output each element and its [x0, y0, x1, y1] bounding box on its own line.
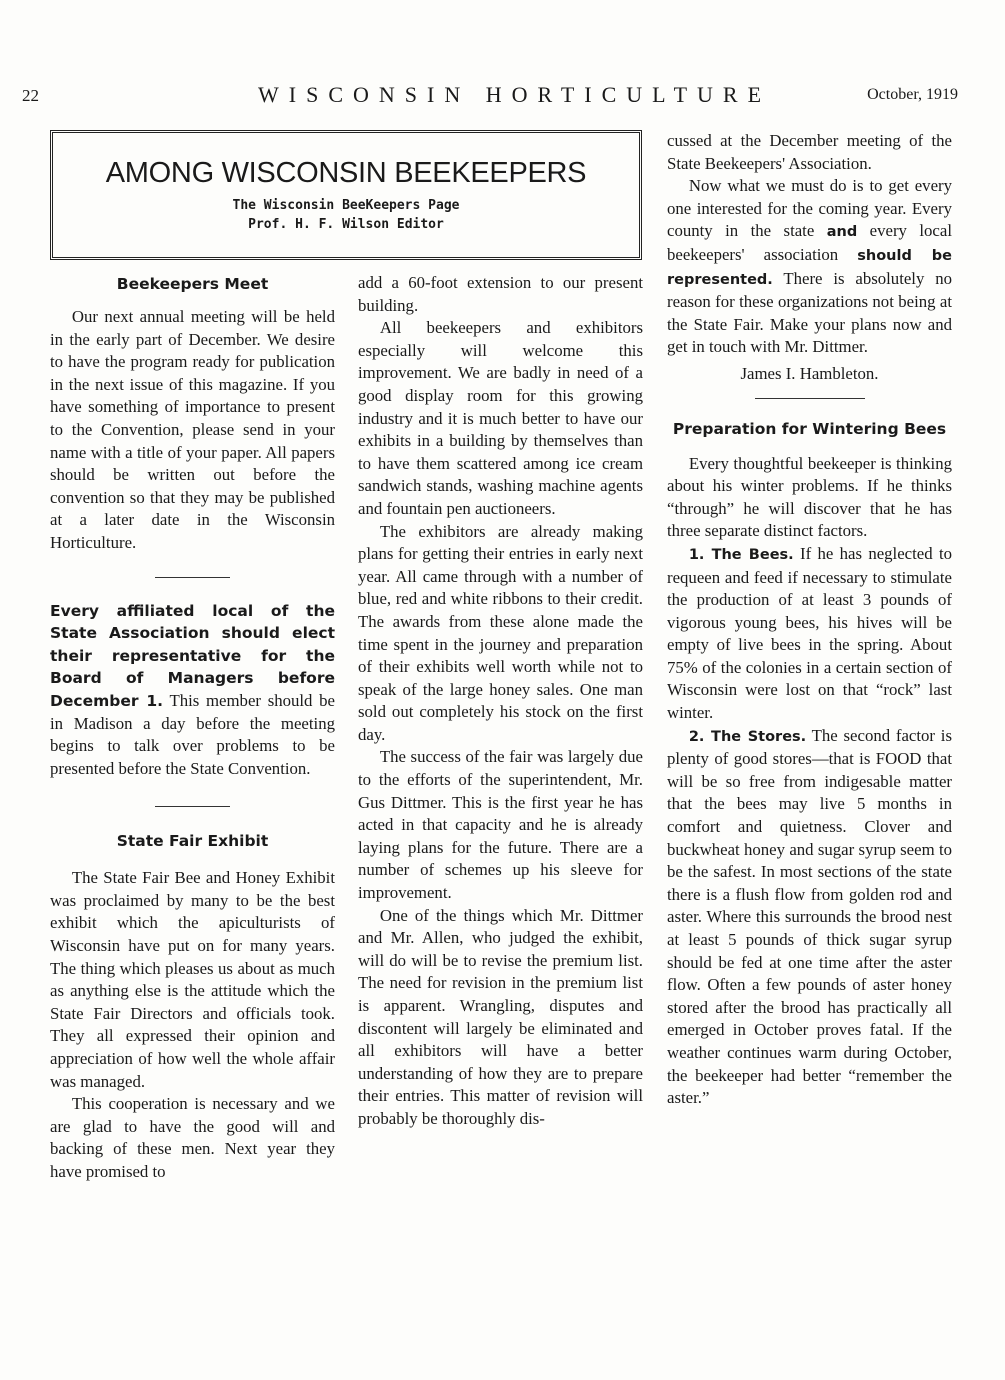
paragraph-part: Now what we must do is to get every one interested for the coming year. Every county in the state — [667, 176, 952, 241]
paragraph: The second factor is plenty of good stores—that is FOOD that will be so free from indigesable matter that the bees may live 5 months in comfort and quietness. Clover and buckwheat honey and sugar syrup seem to be the safest. In most sections of the state there is a flush flow from golden rod and aster. Where this surrounds the brood nest at least 5 pounds of thick sugar syrup should be fed at one time after the aster flow. Often a few pounds of aster honey stored after the brood has practically all emerged in October proves fatal. If the weather continues warm during October, the beekeeper had better “remember the aster.” — [667, 725, 952, 1108]
divider — [755, 398, 865, 399]
column-3 — [667, 130, 952, 1110]
paragraph: If he has neglected to requeen and feed if necessary to stimulate the production of at least 3 pounds of vigorous young bees, his hives will be empty of live bees in the spring. About 75% of the colonies in a certain section of Wisconsin were lost on that “rock” last winter. — [667, 543, 952, 723]
paragraph: Every thoughtful beekeeper is thinking about his winter problems. If he thinks “through” he will discover that he has three separate distinct factors. — [667, 453, 952, 541]
paragraph-part: every local beekeepers' association — [667, 221, 952, 264]
bold-notice: Every affiliated local of the State Association should elect their representative for the Board of Managers before December 1. — [50, 601, 335, 710]
heading-wintering-bees: Preparation for Wintering Bees — [672, 419, 947, 438]
paragraph: add a 60-foot extension to our present building. — [358, 273, 643, 315]
bold-and: and — [826, 224, 858, 241]
section-subtitle: The Wisconsin BeeKeepers Page — [232, 198, 460, 213]
heading-state-fair-exhibit: State Fair Exhibit — [116, 832, 269, 851]
paragraph: All beekeepers and exhibitors especially will welcome this improvement. We are badly in need of a good display room for this growing industry and it is much better to have our exhibits in a building by themselves than to have them scattered among ice cream sandwich stands, washing machine agents and fountain pen auctioneers. — [358, 318, 643, 518]
paragraph: The success of the fair was largely due to the efforts of the superintendent, Mr. Gus Dittmer. This is the first year he has acted in that capacity and he is already laying plans for the future. There are a number of schemes up his sleeve for improvement. — [358, 747, 643, 903]
divider — [155, 577, 230, 578]
column-1 — [50, 272, 335, 1184]
paragraph-part: There is absolutely no reason for these organizations not being at the State Fair. Make your plans now and get in touch with Mr. Dittmer. — [667, 268, 952, 357]
paragraph: Our next annual meeting will be held in the early part of December. We desire to have the program ready for publication in the next issue of this magazine. If you have something of importance to present to the Convention, please send in your name with a title of your paper. All papers should be written out before the convention so that they may be published at a later date in the Wisconsin Horticulture. — [50, 307, 335, 552]
section-editor: Prof. H. F. Wilson Editor — [248, 217, 444, 232]
paragraph: One of the things which Mr. Dittmer and Mr. Allen, who judged the exhibit, will do will be to revise the premium list. The need for revision in the premium list is apparent. Wrangling, disputes and discontent will largely be eliminated and all exhibitors will have a better understanding of how they are to prepare their entries. This matter of revision will probably be thoroughly dis- — [358, 905, 643, 1128]
issue-date: October, 1919 — [867, 86, 958, 103]
divider — [155, 806, 230, 807]
running-head — [0, 82, 1005, 112]
factor-label-stores: 2. The Stores. — [688, 728, 807, 745]
page-number: 22 — [22, 86, 39, 105]
factor-label-bees: 1. The Bees. — [688, 546, 794, 563]
paragraph: This cooperation is necessary and we are glad to have the good will and backing of these men. Next year they have promised to — [50, 1094, 335, 1181]
heading-beekeepers-meet: Beekeepers Meet — [116, 275, 269, 293]
journal-title: WISCONSIN HORTICULTURE — [258, 82, 772, 107]
section-title-box — [50, 130, 642, 260]
section-title: AMONG WISCONSIN BEEKEEPERS — [105, 157, 587, 189]
paragraph: The exhibitors are already making plans for getting their entries in early next year. All came through with a number of blue, red and white ribbons to their credit. The awards from these alone made the time spent in the journey and preparation of their exhibits well worth while not to speak of the large honey sales. One man sold out completely his stock on the first day. — [358, 521, 643, 744]
signature: James I. Hambleton. — [740, 363, 879, 383]
bold-phrase: should be represented. — [667, 247, 952, 288]
column-2 — [358, 272, 643, 1131]
paragraph: The State Fair Bee and Honey Exhibit was proclaimed by many to be the best exhibit which the apiculturists of Wisconsin have put on for many years. The thing which pleases us about as much as anything else is the attitude which the State Fair Directors and officials took. They all expressed their opinion and appreciation of how well the whole affair was managed. — [50, 868, 335, 1091]
paragraph: This member should be in Madison a day before the meeting begins to talk over problems to be presented before the State Convention. — [50, 690, 335, 778]
paragraph: cussed at the December meeting of the State Beekeepers' Association. — [667, 131, 952, 173]
